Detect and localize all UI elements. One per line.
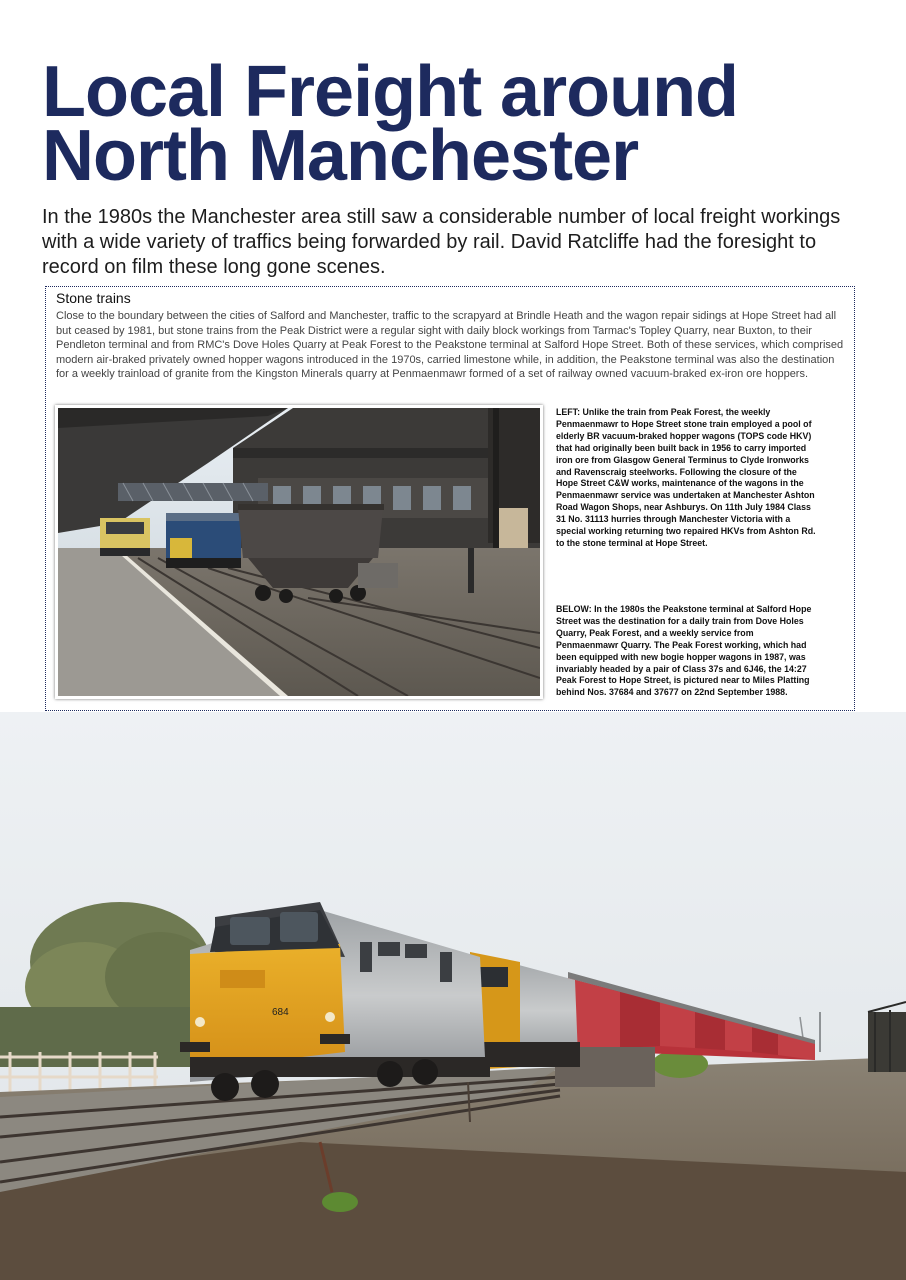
caption-below: BELOW: In the 1980s the Peakstone terminal at Salford Hope Street was the destination for a daily train from Dove Holes Quarry, Peak Forest, and a weekly service from Penmaenmawr Quarry. The Peak Forest working, which had been equipped with new bogie hopper wagons in 1987, was invariably headed by a pair of Class 37s and 6J46, the 14:27 Peak Forest to Hope Street, is pictured near to Miles Platting behind Nos. 37684 and 37677 on 22nd September 1988. bbox=[556, 604, 812, 699]
standfirst: In the 1980s the Manchester area still saw a considerable number of local freight workings with a wide variety of traffics being forwarded by rail. David Ratcliffe had the foresight to record on film these long gone scenes. bbox=[42, 206, 841, 278]
article-title bbox=[42, 52, 882, 196]
loco-number: 684 bbox=[272, 1007, 289, 1018]
title-line-1: Local Freight around bbox=[42, 52, 739, 132]
sidebar-heading: Stone trains bbox=[56, 290, 131, 306]
photo-miles-platting bbox=[0, 712, 906, 1280]
title-line-2: North Manchester bbox=[42, 116, 639, 196]
photo-manchester-victoria bbox=[55, 405, 543, 699]
caption-left: LEFT: Unlike the train from Peak Forest, the weekly Penmaenmawr to Hope Street stone train employed a pool of elderly BR vacuum-braked hopper wagons (TOPS code HKV) that had originally been built back in 1956 to carry imported iron ore from Glasgow General Terminus to Clyde Ironworks and Ravenscraig steelworks. Following the closure of the Hope Street C&W works, maintenance of the wagons in the Penmaenmawr service was undertaken at Manchester Ashton Road Wagon Shops, near Ashburys. On 11th July 1984 Class 31 No. 31113 hurries through Manchester Victoria with a special working returning two repaired HKVs from Ashton Rd. to the stone terminal at Hope Street. bbox=[556, 407, 816, 549]
sidebar-body: Close to the boundary between the cities of Salford and Manchester, traffic to the scrapyard at Brindle Heath and the wagon repair sidings at Hope Street had all but ceased by 1981, but stone trains from the Peak District were a regular sight with daily block workings from Tarmac's Topley Quarry, near Buxton, to their Pendleton terminal and from RMC's Dove Holes Quarry at Peak Forest to the Peakstone terminal at Salford Hope Street. Both of these services, which comprised modern air-braked privately owned hopper wagons introduced in the 1970s, carried limestone while, in addition, the Peakstone terminal was also the destination for a weekly trainload of granite from the Kingston Minerals quarry at Penmaenmawr formed of a set of railway owned vacuum-braked ex-iron ore hoppers. bbox=[56, 310, 844, 380]
